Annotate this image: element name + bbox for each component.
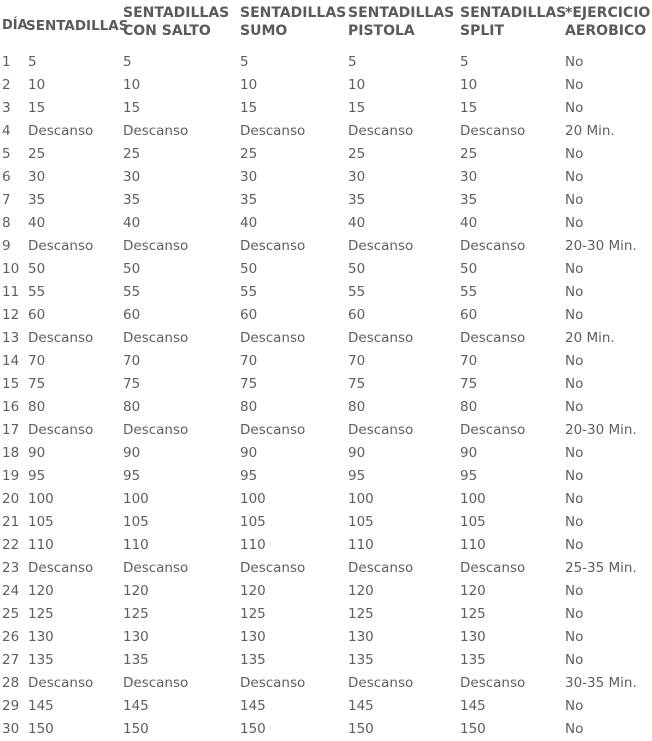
day-cell: 26 (2, 629, 20, 645)
split-squats-cell: 40 (460, 215, 478, 231)
squats-cell: Descanso (28, 123, 94, 139)
pistol-squats-cell: 25 (348, 146, 366, 162)
table-row (0, 488, 652, 511)
table-row (0, 373, 652, 396)
pistol-squats-cell: 50 (348, 261, 366, 277)
table-row (0, 718, 652, 741)
pistol-squats-cell: 145 (348, 698, 374, 714)
day-cell: 23 (2, 560, 20, 576)
squats-cell: 105 (28, 514, 54, 530)
jump-squats-cell: Descanso (123, 238, 189, 254)
aerobic-cell: No (565, 215, 584, 231)
header-aerobic-exercise (565, 0, 652, 51)
sumo-squats-cell: 110 (240, 537, 266, 553)
table-row (0, 442, 652, 465)
table-row (0, 534, 652, 557)
split-squats-cell: Descanso (460, 238, 526, 254)
pistol-squats-cell: 40 (348, 215, 366, 231)
header-squats (26, 0, 129, 51)
jump-squats-cell: 90 (123, 445, 141, 461)
day-cell: 9 (2, 238, 11, 254)
day-cell: 19 (2, 468, 20, 484)
aerobic-cell: No (565, 698, 584, 714)
aerobic-cell: No (565, 583, 584, 599)
header-row (0, 0, 652, 51)
table-row (0, 695, 652, 718)
aerobic-cell: 20-30 Min. (565, 238, 637, 254)
header-split-squats-line-2: SPLIT (460, 23, 505, 39)
sumo-squats-cell: 90 (240, 445, 258, 461)
aerobic-cell: No (565, 77, 584, 93)
jump-squats-cell: 10 (123, 77, 141, 93)
pistol-squats-cell: 105 (348, 514, 374, 530)
jump-squats-cell: 80 (123, 399, 141, 415)
jump-squats-cell: 110 (123, 537, 149, 553)
squats-cell: Descanso (28, 560, 94, 576)
sumo-squats-cell: 95 (240, 468, 258, 484)
table-row (0, 672, 652, 695)
pistol-squats-cell: 5 (348, 54, 357, 70)
jump-squats-cell: 105 (123, 514, 149, 530)
aerobic-cell: No (565, 261, 584, 277)
aerobic-cell: 20-30 Min. (565, 422, 637, 438)
sumo-squats-cell: 100 (240, 491, 266, 507)
split-squats-cell: 5 (460, 54, 469, 70)
squats-cell: 90 (28, 445, 46, 461)
day-cell: 6 (2, 169, 11, 185)
split-squats-cell: 105 (460, 514, 486, 530)
aerobic-cell: No (565, 353, 584, 369)
jump-squats-cell: 120 (123, 583, 149, 599)
pistol-squats-cell: Descanso (348, 560, 414, 576)
jump-squats-cell: 75 (123, 376, 141, 392)
squats-cell: 30 (28, 169, 46, 185)
table-body (0, 51, 652, 741)
sumo-squats-cell: 135 (240, 652, 266, 668)
split-squats-cell: Descanso (460, 330, 526, 346)
pistol-squats-cell: 70 (348, 353, 366, 369)
table-row (0, 143, 652, 166)
split-squats-cell: 60 (460, 307, 478, 323)
table-row (0, 419, 652, 442)
pistol-squats-cell: Descanso (348, 422, 414, 438)
jump-squats-cell: Descanso (123, 675, 189, 691)
pistol-squats-cell: 90 (348, 445, 366, 461)
day-cell: 18 (2, 445, 20, 461)
pistol-squats-cell: 95 (348, 468, 366, 484)
aerobic-cell: 25-35 Min. (565, 560, 637, 576)
table-row (0, 281, 652, 304)
squats-cell: 100 (28, 491, 54, 507)
aerobic-cell: 30-35 Min. (565, 675, 637, 691)
squats-cell: 25 (28, 146, 46, 162)
table-row (0, 396, 652, 419)
sumo-squats-cell: 25 (240, 146, 258, 162)
squats-cell: 55 (28, 284, 46, 300)
header-aerobic-exercise-line-1: *EJERCICIO (565, 5, 651, 21)
split-squats-cell: 70 (460, 353, 478, 369)
sumo-squats-cell: 145 (240, 698, 266, 714)
split-squats-cell: 90 (460, 445, 478, 461)
aerobic-cell: 20 Min. (565, 123, 615, 139)
pistol-squats-cell: 135 (348, 652, 374, 668)
pistol-squats-cell: 30 (348, 169, 366, 185)
day-cell: 16 (2, 399, 20, 415)
table-row (0, 97, 652, 120)
header-jump-squats-line-2: CON SALTO (123, 23, 211, 39)
split-squats-cell: 150 (460, 721, 486, 737)
table-row (0, 212, 652, 235)
table-row (0, 511, 652, 534)
squats-cell: 135 (28, 652, 54, 668)
sumo-squats-cell: 60 (240, 307, 258, 323)
aerobic-cell: No (565, 514, 584, 530)
sumo-squats-cell: 50 (240, 261, 258, 277)
header-squats-line-1: SENTADILLAS (26, 17, 129, 34)
jump-squats-cell: Descanso (123, 123, 189, 139)
split-squats-cell: 135 (460, 652, 486, 668)
day-cell: 15 (2, 376, 20, 392)
day-cell: 29 (2, 698, 20, 714)
table-row (0, 74, 652, 97)
jump-squats-cell: Descanso (123, 560, 189, 576)
sumo-squats-cell: 125 (240, 606, 266, 622)
sumo-squats-cell: Descanso (240, 330, 306, 346)
squats-cell: Descanso (28, 422, 94, 438)
jump-squats-cell: 135 (123, 652, 149, 668)
header-day (0, 0, 26, 51)
squats-cell: 145 (28, 698, 54, 714)
squats-cell: 60 (28, 307, 46, 323)
pistol-squats-cell: 125 (348, 606, 374, 622)
day-cell: 30 (2, 721, 20, 737)
day-cell: 8 (2, 215, 11, 231)
day-cell: 21 (2, 514, 20, 530)
split-squats-cell: 50 (460, 261, 478, 277)
header-pistol-squats (348, 0, 460, 51)
sumo-squats-cell: 75 (240, 376, 258, 392)
split-squats-cell: 10 (460, 77, 478, 93)
jump-squats-cell: 130 (123, 629, 149, 645)
sumo-squats-cell: 15 (240, 100, 258, 116)
sumo-squats-cell: 35 (240, 192, 258, 208)
sumo-squats-cell: 70 (240, 353, 258, 369)
aerobic-cell: No (565, 146, 584, 162)
squats-cell: 125 (28, 606, 54, 622)
split-squats-cell: 15 (460, 100, 478, 116)
sumo-squats-cell: Descanso (240, 675, 306, 691)
pistol-squats-cell: 60 (348, 307, 366, 323)
split-squats-cell: Descanso (460, 675, 526, 691)
pistol-squats-cell: 80 (348, 399, 366, 415)
squats-cell: 35 (28, 192, 46, 208)
jump-squats-cell: Descanso (123, 330, 189, 346)
jump-squats-cell: 5 (123, 54, 132, 70)
table-row (0, 603, 652, 626)
squats-cell: 5 (28, 54, 37, 70)
squats-cell: 110 (28, 537, 54, 553)
header-split-squats-line-1: SENTADILLAS (460, 5, 567, 21)
split-squats-cell: 55 (460, 284, 478, 300)
day-cell: 11 (2, 284, 20, 300)
squats-cell: 120 (28, 583, 54, 599)
header-day-line-1: DÍA (2, 17, 28, 33)
aerobic-cell: No (565, 491, 584, 507)
day-cell: 25 (2, 606, 20, 622)
aerobic-cell: No (565, 284, 584, 300)
pistol-squats-cell: 10 (348, 77, 366, 93)
pistol-squats-cell: 150 (348, 721, 374, 737)
jump-squats-cell: 150 (123, 721, 149, 737)
squats-cell: 95 (28, 468, 46, 484)
squats-cell: Descanso (28, 675, 94, 691)
table-row (0, 304, 652, 327)
header-aerobic-exercise-line-2: AEROBICO (565, 23, 647, 39)
pistol-squats-cell: Descanso (348, 330, 414, 346)
sumo-squats-cell: 55 (240, 284, 258, 300)
table-row (0, 580, 652, 603)
table-row (0, 350, 652, 373)
sumo-squats-cell: 105 (240, 514, 266, 530)
aerobic-cell: No (565, 537, 584, 553)
jump-squats-cell: 35 (123, 192, 141, 208)
jump-squats-cell: 30 (123, 169, 141, 185)
split-squats-cell: 100 (460, 491, 486, 507)
jump-squats-cell: 100 (123, 491, 149, 507)
sumo-squats-cell: 30 (240, 169, 258, 185)
table-row (0, 649, 652, 672)
header-jump-squats (123, 0, 240, 51)
day-cell: 14 (2, 353, 20, 369)
aerobic-cell: No (565, 445, 584, 461)
jump-squats-cell: 25 (123, 146, 141, 162)
squats-cell: 10 (28, 77, 46, 93)
jump-squats-cell: 50 (123, 261, 141, 277)
split-squats-cell: 25 (460, 146, 478, 162)
day-cell: 3 (2, 100, 11, 116)
day-cell: 1 (2, 54, 11, 70)
header-split-squats (460, 0, 565, 51)
table-row (0, 166, 652, 189)
pistol-squats-cell: Descanso (348, 123, 414, 139)
day-cell: 28 (2, 675, 20, 691)
table-row (0, 465, 652, 488)
aerobic-cell: No (565, 399, 584, 415)
split-squats-cell: 35 (460, 192, 478, 208)
jump-squats-cell: 95 (123, 468, 141, 484)
sumo-squats-cell: 130 (240, 629, 266, 645)
table-row (0, 557, 652, 580)
aerobic-cell: No (565, 376, 584, 392)
split-squats-cell: 110 (460, 537, 486, 553)
pistol-squats-cell: Descanso (348, 238, 414, 254)
header-sumo-squats-line-1: SENTADILLAS (240, 5, 347, 21)
day-cell: 24 (2, 583, 20, 599)
split-squats-cell: 130 (460, 629, 486, 645)
table-row (0, 258, 652, 281)
table-row (0, 235, 652, 258)
sumo-squats-cell: 10 (240, 77, 258, 93)
sumo-squats-cell: 80 (240, 399, 258, 415)
split-squats-cell: 30 (460, 169, 478, 185)
day-cell: 4 (2, 123, 11, 139)
squats-cell: 80 (28, 399, 46, 415)
header-jump-squats-line-1: SENTADILLAS (123, 5, 230, 21)
sumo-squats-cell: 120 (240, 583, 266, 599)
pistol-squats-cell: 75 (348, 376, 366, 392)
pistol-squats-cell: 100 (348, 491, 374, 507)
split-squats-cell: 125 (460, 606, 486, 622)
aerobic-cell: No (565, 54, 584, 70)
day-cell: 13 (2, 330, 20, 346)
squats-cell: 130 (28, 629, 54, 645)
squats-cell: 50 (28, 261, 46, 277)
squats-cell: 150 (28, 721, 54, 737)
sumo-squats-cell: Descanso (240, 560, 306, 576)
aerobic-cell: No (565, 606, 584, 622)
squats-cell: 75 (28, 376, 46, 392)
split-squats-cell: 145 (460, 698, 486, 714)
table-header (0, 0, 652, 51)
jump-squats-cell: 60 (123, 307, 141, 323)
table-row (0, 51, 652, 74)
day-cell: 5 (2, 146, 11, 162)
pistol-squats-cell: 120 (348, 583, 374, 599)
split-squats-cell: 80 (460, 399, 478, 415)
pistol-squats-cell: 15 (348, 100, 366, 116)
squats-cell: 40 (28, 215, 46, 231)
day-cell: 22 (2, 537, 20, 553)
sumo-squats-cell: 150 (240, 721, 266, 737)
split-squats-cell: Descanso (460, 560, 526, 576)
table-row (0, 120, 652, 143)
day-cell: 12 (2, 307, 20, 323)
split-squats-cell: 95 (460, 468, 478, 484)
pistol-squats-cell: 130 (348, 629, 374, 645)
header-pistol-squats-line-1: SENTADILLAS (348, 5, 455, 21)
aerobic-cell: No (565, 169, 584, 185)
jump-squats-cell: 70 (123, 353, 141, 369)
squats-cell: Descanso (28, 238, 94, 254)
aerobic-cell: No (565, 192, 584, 208)
sumo-squats-cell: Descanso (240, 422, 306, 438)
split-squats-cell: 75 (460, 376, 478, 392)
pistol-squats-cell: 110 (348, 537, 374, 553)
aerobic-cell: No (565, 307, 584, 323)
day-cell: 17 (2, 422, 20, 438)
aerobic-cell: No (565, 721, 584, 737)
pistol-squats-cell: 35 (348, 192, 366, 208)
jump-squats-cell: 145 (123, 698, 149, 714)
split-squats-cell: Descanso (460, 123, 526, 139)
pistol-squats-cell: 55 (348, 284, 366, 300)
aerobic-cell: No (565, 100, 584, 116)
jump-squats-cell: 125 (123, 606, 149, 622)
day-cell: 10 (2, 261, 20, 277)
header-sumo-squats-line-2: SUMO (240, 23, 288, 39)
day-cell: 20 (2, 491, 20, 507)
jump-squats-cell: Descanso (123, 422, 189, 438)
day-cell: 27 (2, 652, 20, 668)
sumo-squats-cell: Descanso (240, 238, 306, 254)
table-row (0, 327, 652, 350)
aerobic-cell: No (565, 468, 584, 484)
aerobic-cell: No (565, 652, 584, 668)
aerobic-cell: No (565, 629, 584, 645)
day-cell: 2 (2, 77, 11, 93)
split-squats-cell: Descanso (460, 422, 526, 438)
day-cell: 7 (2, 192, 11, 208)
aerobic-cell: 20 Min. (565, 330, 615, 346)
sumo-squats-cell: 5 (240, 54, 249, 70)
squats-cell: Descanso (28, 330, 94, 346)
header-pistol-squats-line-2: PISTOLA (348, 23, 415, 39)
sumo-squats-cell: Descanso (240, 123, 306, 139)
squats-cell: 70 (28, 353, 46, 369)
sumo-squats-cell: 40 (240, 215, 258, 231)
table-row (0, 626, 652, 649)
split-squats-cell: 120 (460, 583, 486, 599)
header-sumo-squats (240, 0, 348, 51)
jump-squats-cell: 40 (123, 215, 141, 231)
pistol-squats-cell: Descanso (348, 675, 414, 691)
jump-squats-cell: 15 (123, 100, 141, 116)
table-row (0, 189, 652, 212)
jump-squats-cell: 55 (123, 284, 141, 300)
squats-cell: 15 (28, 100, 46, 116)
